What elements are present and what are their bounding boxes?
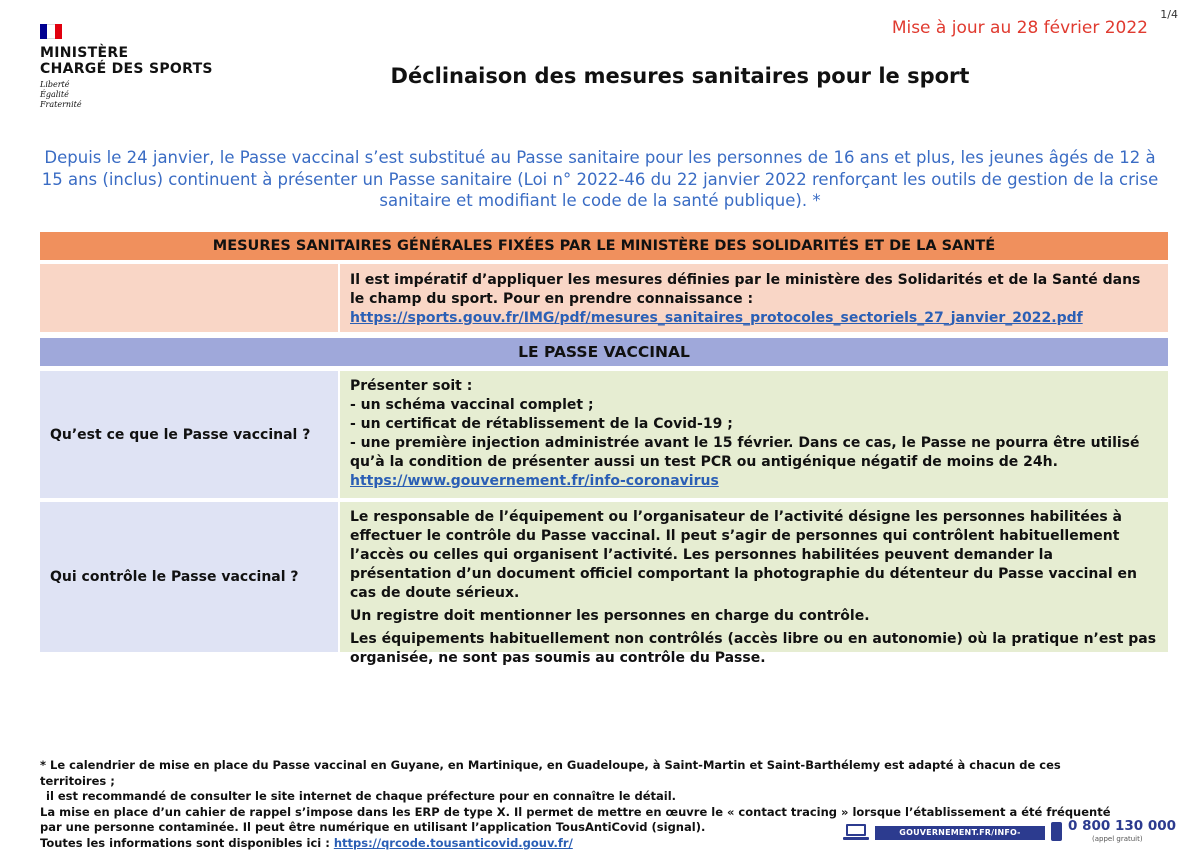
phone-note: (appel gratuit) [1092,835,1143,843]
footnote-line: par une personne contaminée. Il peut être numérique en utilisant l’application TousAntiCovid (signal). [40,820,706,834]
french-flag-icon [40,24,62,39]
answer-paragraph: Le responsable de l’équipement ou l’organisateur de l’activité désigne les personnes habilitées à effectuer le contrôle du Passe vaccinal. Il peut s’agir de personnes qui contrôlent habituellement l’accès ou celles qui organisent l’activité. Les personnes habilitées peuvent demander la présentation d’un document officiel comportant la photographie du détenteur du Passe vaccinal en cas de doute sérieux. [350,509,1137,601]
question-what-is-passe: Qu’est ce que le Passe vaccinal ? [40,371,338,498]
answer-paragraph: Un registre doit mentionner les personnes en charge du contrôle. [350,608,870,624]
sports-protocol-link[interactable]: https://sports.gouv.fr/IMG/pdf/mesures_sanitaires_protocoles_sectoriels_27_janvier_2022.pdf [350,310,1083,326]
gouvernement-badge: GOUVERNEMENT.FR/INFO-CORONAVIRUS [875,826,1045,840]
answer-who-controls [340,502,1168,666]
motto-liberte: Liberté [40,80,70,89]
general-label-cell [40,264,338,332]
general-content-cell [340,264,1168,332]
laptop-icon [842,823,870,841]
phone-icon [1051,822,1062,841]
gouvernement-info-link[interactable]: https://www.gouvernement.fr/info-coronavirus [350,473,719,489]
question-who-controls: Qui contrôle le Passe vaccinal ? [40,502,338,652]
footnote-line: il est recommandé de consulter le site internet de chaque préfecture pour en connaître le détail. [46,789,677,803]
footnote-prefix: Toutes les informations sont disponibles ici : [40,835,334,850]
answer-line: Présenter soit : [350,378,473,394]
section-heading-passe: LE PASSE VACCINAL [40,338,1168,366]
tousanticovid-link[interactable]: https://qrcode.tousanticovid.gouv.fr/ [333,835,573,850]
answer-line: - une première injection administrée avant le 15 février. Dans ce cas, le Passe ne pourra être utilisé qu’à la condition de présenter aussi un test PCR ou antigénique négatif de moins de 24h. [350,435,1140,470]
answer-what-is-passe [340,371,1168,498]
general-text: Il est impératif d’appliquer les mesures définies par le ministère des Solidarités et de la Santé dans le champ du sport. Pour en prendre connaissance : [350,272,1141,307]
motto-fraternite: Fraternité [40,100,82,109]
update-date: Mise à jour au 28 février 2022 [891,18,1148,38]
footnote-line: La mise en place d’un cahier de rappel s’impose dans les ERP de type X. Il permet de mettre en œuvre le « contact tracing » lorsque l’établissement a été fréquenté [40,804,1111,819]
motto [40,80,213,110]
phone-number: 0 800 130 000 [1068,818,1177,834]
ministry-name-line2: CHARGÉ DES SPORTS [40,61,213,77]
answer-paragraph: Les équipements habituellement non contrôlés (accès libre ou en autonomie) où la pratique n’est pas organisée, ne sont pas soumis au contrôle du Passe. [350,631,1157,666]
page-title: Déclinaison des mesures sanitaires pour le sport [390,64,970,88]
intro-paragraph: Depuis le 24 janvier, le Passe vaccinal s’est substitué au Passe sanitaire pour les personnes de 16 ans et plus, les jeunes âgés de 12 à 15 ans (inclus) continuent à présenter un Passe sanitaire (Loi n° 2022-46 du 22 janvier 2022 renforçant les outils de gestion de la crise sanitaire et modifiant le code de la santé publique). * [41,148,1159,210]
motto-egalite: Égalité [40,90,69,99]
page-number: 1/4 [1160,8,1178,21]
ministry-name-line1: MINISTÈRE [40,45,129,61]
footnote-line: * Le calendrier de mise en place du Passe vaccinal en Guyane, en Martinique, en Guadeloupe, à Saint-Martin et Saint-Barthélemy est adapté à chacun de ces territoires ; [40,758,1061,788]
answer-line: - un schéma vaccinal complet ; [350,397,594,413]
section-heading-general: MESURES SANITAIRES GÉNÉRALES FIXÉES PAR LE MINISTÈRE DES SOLIDARITÉS ET DE LA SANTÉ [40,232,1168,260]
ministry-logo [40,24,213,110]
answer-line: - un certificat de rétablissement de la Covid-19 ; [350,416,733,432]
